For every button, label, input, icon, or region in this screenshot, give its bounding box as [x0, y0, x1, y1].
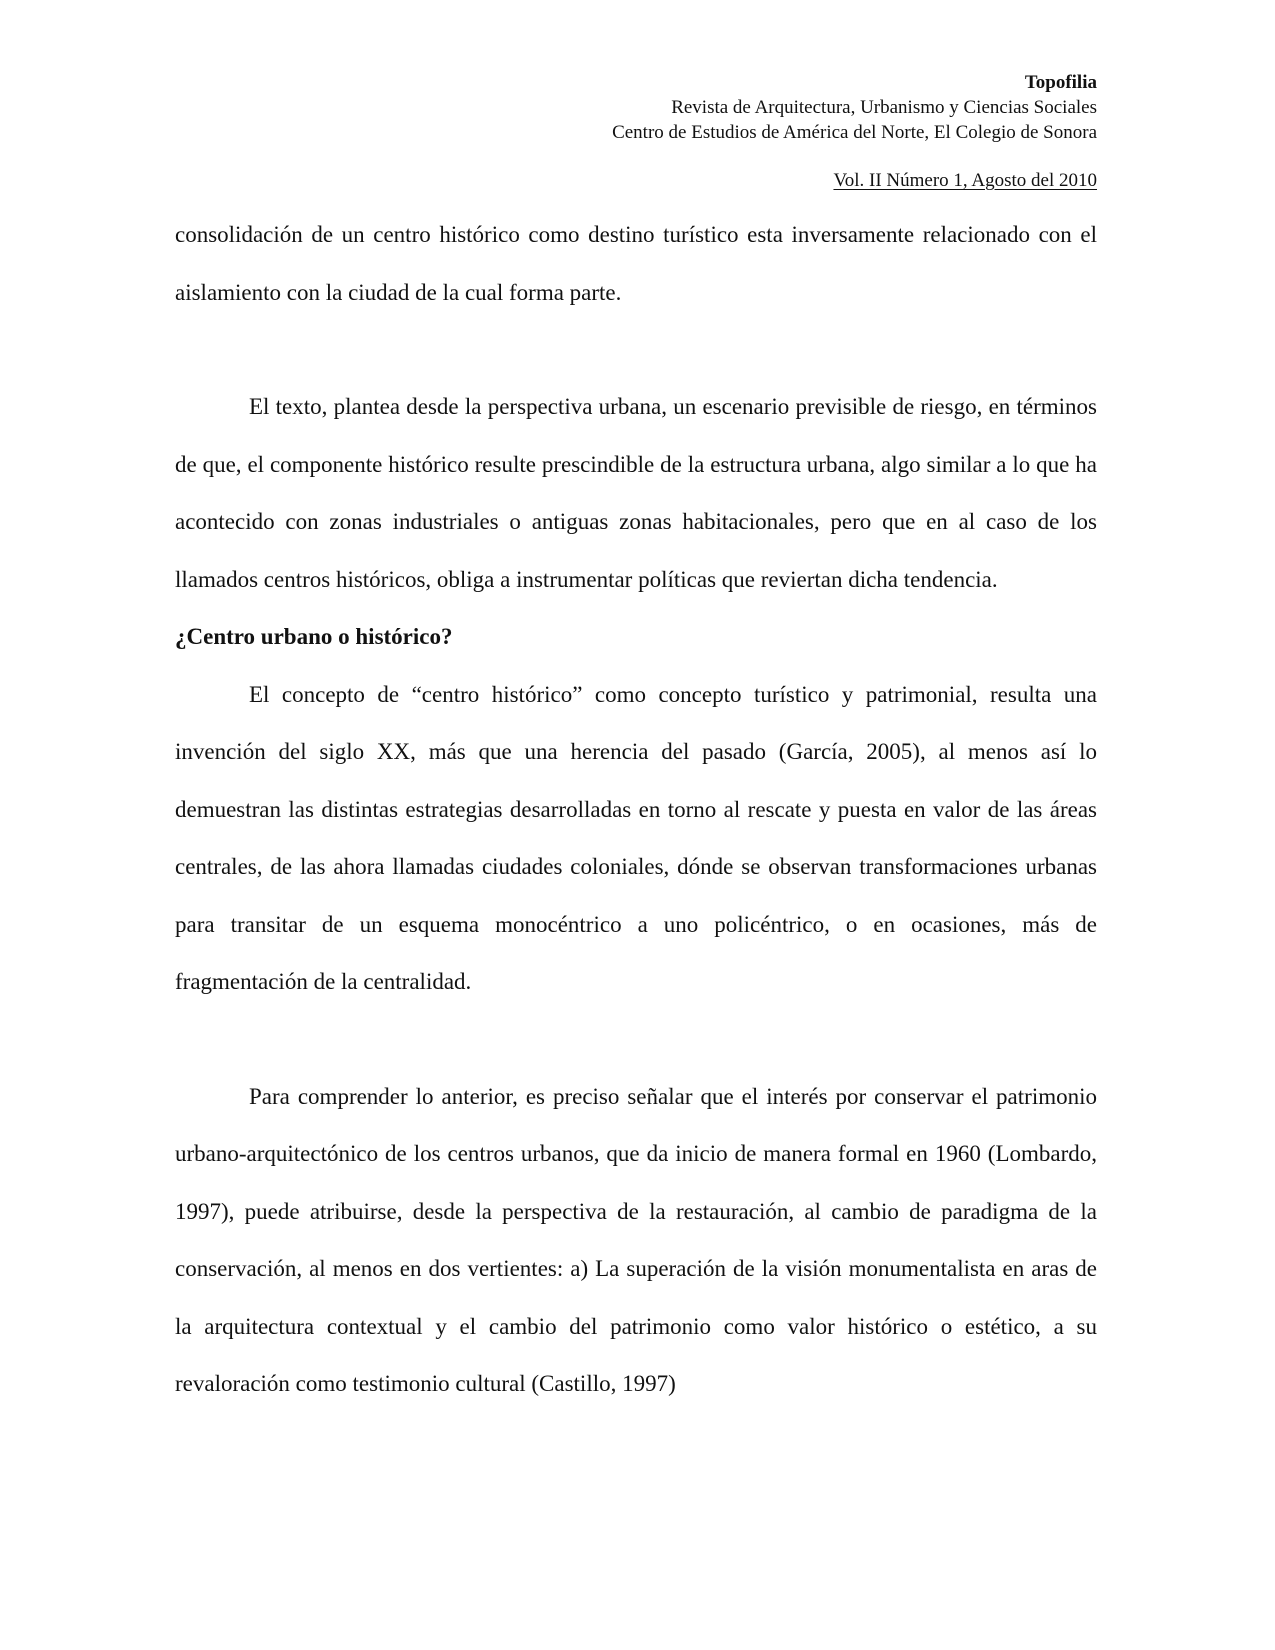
section-heading: ¿Centro urbano o histórico?: [175, 624, 453, 649]
paragraph-spacer: [175, 1011, 1097, 1068]
journal-subtitle: Revista de Arquitectura, Urbanismo y Ciencias Sociales: [671, 97, 1097, 118]
paragraph: El concepto de “centro histórico” como concepto turístico y patrimonial, resulta una invención del siglo XX, más que una herencia del pasado (García, 2005), al menos así lo demuestran las distintas estrategias desarrolladas en torno al rescate y puesta en valor de las áreas centrales, de las ahora llamadas ciudades coloniales, dónde se observan transformaciones urbanas para transitar de un esquema monocéntrico a uno policéntrico, o en ocasiones, más de fragmentación de la centralidad.: [175, 681, 1097, 994]
journal-institution: Centro de Estudios de América del Norte, El Colegio de Sonora: [612, 122, 1097, 143]
issue-info: Vol. II Número 1, Agosto del 2010: [833, 170, 1097, 191]
paragraph: El texto, plantea desde la perspectiva urbana, un escenario previsible de riesgo, en términos de que, el componente histórico resulte prescindible de la estructura urbana, algo similar a lo que ha acontecido con zonas industriales o antiguas zonas habitacionales, pero que en al caso de los llamados centros históricos, obliga a instrumentar políticas que reviertan dicha tendencia.: [175, 394, 1097, 592]
paragraph-continuation: consolidación de un centro histórico como destino turístico esta inversamente relacionado con el aislamiento con la ciudad de la cual forma parte.: [175, 222, 1097, 305]
running-header: [612, 70, 1097, 193]
paragraph: Para comprender lo anterior, es preciso señalar que el interés por conservar el patrimonio urbano-arquitectónico de los centros urbanos, que da inicio de manera formal en 1960 (Lombardo, 1997), puede atribuirse, desde la perspectiva de la restauración, al cambio de paradigma de la conservación, al menos en dos vertientes: a) La superación de la visión monumentalista en aras de la arquitectura contextual y el cambio del patrimonio como valor histórico o estético, a su revaloración como testimonio cultural (Castillo, 1997): [175, 1083, 1097, 1396]
paragraph-spacer: [175, 321, 1097, 378]
body-text: [175, 206, 1097, 1413]
journal-title: Topofilia: [1024, 72, 1097, 93]
